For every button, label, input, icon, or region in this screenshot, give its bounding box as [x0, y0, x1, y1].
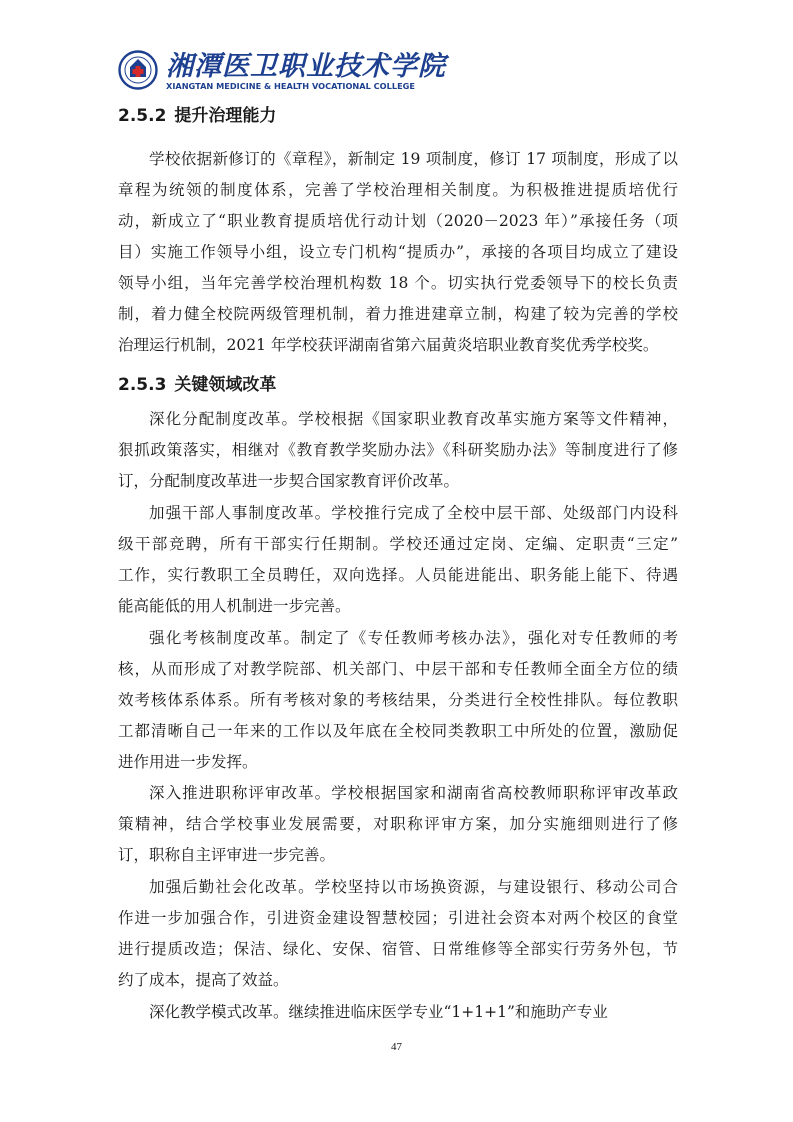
paragraph-line: 效考核体系体系。所有考核对象的考核结果，分类进行全校性排队。每位教职: [118, 691, 678, 709]
paragraph-personnel-reform: [118, 498, 678, 622]
paragraph-line: 深化分配制度改革。学校根据《国家职业教育改革实施方案等文件精神，: [149, 410, 678, 428]
paragraph-line: 工都清晰自己一年来的工作以及年底在全校同类教职工中所处的位置，激励促: [118, 722, 678, 740]
paragraph-line: 能高能低的用人机制进一步完善。: [118, 597, 351, 615]
paragraph-governance: [118, 144, 678, 361]
college-name-cn: 湘潭医卫职业技术学院: [166, 51, 446, 82]
paragraph-distribution-reform: [118, 404, 678, 497]
section-number: 2.5.3: [118, 375, 167, 395]
paragraph-line: 狠抓政策落实，相继对《教育教学奖励办法》《科研奖励办法》等制度进行了修: [118, 441, 678, 459]
section-number: 2.5.2: [118, 106, 167, 126]
paragraph-line: 订，分配制度改革进一步契合国家教育评价改革。: [118, 472, 460, 490]
paragraph-title-review-reform: [118, 778, 678, 871]
page-header: [118, 50, 446, 94]
page-number: 47: [391, 1041, 402, 1053]
paragraph-line: 作进一步加强合作，引进资金建设智慧校园；引进社会资本对两个校区的食堂: [118, 909, 678, 927]
paragraph-teaching-mode-reform: [118, 997, 678, 1028]
section-heading-2-5-3: [118, 373, 276, 397]
paragraph-line: 加强干部人事制度改革。学校推行完成了全校中层干部、处级部门内设科: [149, 504, 678, 522]
paragraph-line: 策精神，结合学校事业发展需要，对职称评审方案，加分实施细则进行了修: [118, 815, 678, 833]
paragraph-line: 约了成本，提高了效益。: [118, 971, 289, 989]
paragraph-line: 治理运行机制，2021 年学校获评湖南省第六届黄炎培职业教育奖优秀学校奖。: [118, 336, 659, 354]
paragraph-assessment-reform: [118, 623, 678, 778]
paragraph-line: 进作用进一步发挥。: [118, 753, 258, 771]
paragraph-line: 深入推进职称评审改革。学校根据国家和湖南省高校教师职称评审改革政: [149, 784, 678, 802]
paragraph-line: 工作，实行教职工全员聘任，双向选择。人员能进能出、职务能上能下、待遇: [118, 566, 678, 584]
paragraph-line: 学校依据新修订的《章程》，新制定 19 项制度，修订 17 项制度，形成了以: [149, 150, 678, 168]
paragraph-line: 制，着力健全校院两级管理机制，着力推进建章立制，构建了较为完善的学校: [118, 305, 678, 323]
paragraph-line: 动，新成立了“职业教育提质培优行动计划（2020－2023 年）”承接任务（项: [118, 212, 678, 230]
paragraph-line: 级干部竞聘，所有干部实行任期制。学校还通过定岗、定编、定职责“三定”: [118, 535, 678, 553]
paragraph-line: 加强后勤社会化改革。学校坚持以市场换资源，与建设银行、移动公司合: [149, 878, 678, 896]
paragraph-line: 目）实施工作领导小组，设立专门机构“提质办”，承接的各项目均成立了建设: [118, 243, 678, 261]
section-title: 提升治理能力: [174, 106, 277, 126]
paragraph-line: 进行提质改造；保洁、绿化、安保、宿管、日常维修等全部实行劳务外包，节: [118, 940, 678, 958]
paragraph-line: 深化教学模式改革。继续推进临床医学专业“1+1+1”和施助产专业: [149, 1003, 608, 1021]
college-emblem-icon: [118, 50, 158, 90]
college-name-en: XIANGTAN MEDICINE & HEALTH VOCATIONAL COLLEGE: [166, 81, 415, 91]
paragraph-line: 领导小组，当年完善学校治理机构数 18 个。切实执行党委领导下的校长负责: [118, 274, 678, 292]
section-title: 关键领域改革: [174, 375, 277, 395]
paragraph-line: 章程为统领的制度体系，完善了学校治理相关制度。为积极推进提质培优行: [118, 181, 678, 199]
paragraph-line: 核，从而形成了对教学院部、机关部门、中层干部和专任教师全面全方位的绩: [118, 660, 678, 678]
section-heading-2-5-2: [118, 104, 276, 128]
paragraph-line: 订，职称自主评审进一步完善。: [118, 846, 336, 864]
paragraph-logistics-reform: [118, 872, 678, 996]
paragraph-line: 强化考核制度改革。制定了《专任教师考核办法》，强化对专任教师的考: [149, 629, 678, 647]
